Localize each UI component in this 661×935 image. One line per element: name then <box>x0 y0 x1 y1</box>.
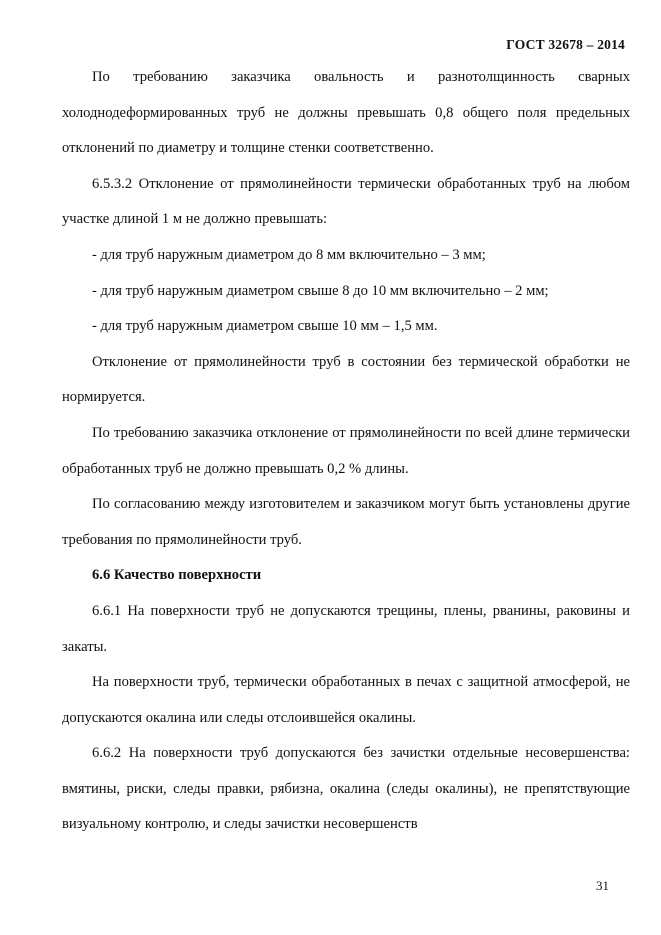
paragraph-not-normalized: Отклонение от прямолинейности труб в состоянии без термической обработки не нормируется. <box>62 353 630 406</box>
paragraph-protective-atmosphere: На поверхности труб, термически обработанных в печах с защитной атмосферой, не допускаются окалина или следы отслоившейся окалины. <box>62 674 630 726</box>
document-body <box>62 60 630 843</box>
paragraph-customer-request: По требованию заказчика отклонение от прямолинейности по всей длине термически обработанных труб не должно превышать 0,2 % длины. <box>62 424 630 477</box>
list-item-8-to-10mm: - для труб наружным диаметром свыше 8 до 10 мм включительно – 2 мм; <box>92 282 549 299</box>
list-item-up-to-8mm: - для труб наружным диаметром до 8 мм включительно – 3 мм; <box>92 246 486 263</box>
paragraph-agreement: По согласованию между изготовителем и заказчиком могут быть установлены другие требования по прямолинейности труб. <box>62 496 630 548</box>
document-header-code: ГОСТ 32678 – 2014 <box>506 37 625 52</box>
page-number: 31 <box>596 878 609 893</box>
list-item-over-10mm: - для труб наружным диаметром свыше 10 мм – 1,5 мм. <box>92 318 438 335</box>
section-heading-6-6: 6.6 Качество поверхности <box>92 567 262 584</box>
paragraph-ovality: По требованию заказчика овальность и разнотолщинность сварных холоднодеформированных труб не должны превышать 0,8 общего поля предельных отклонений по диаметру и толщине стенки соответственно. <box>62 69 630 157</box>
paragraph-6-6-2: 6.6.2 На поверхности труб допускаются без зачистки отдельные несовершенства: вмятины, риски, следы правки, рябизна, окалина (следы окалины), не препятствующие визуальному контролю, и следы зачистки несовершенств <box>62 745 630 833</box>
paragraph-6-6-1: 6.6.1 На поверхности труб не допускаются трещины, плены, рванины, раковины и закаты. <box>62 602 630 655</box>
paragraph-6-5-3-2: 6.5.3.2 Отклонение от прямолинейности термически обработанных труб на любом участке длиной 1 м не должно превышать: <box>62 175 630 228</box>
